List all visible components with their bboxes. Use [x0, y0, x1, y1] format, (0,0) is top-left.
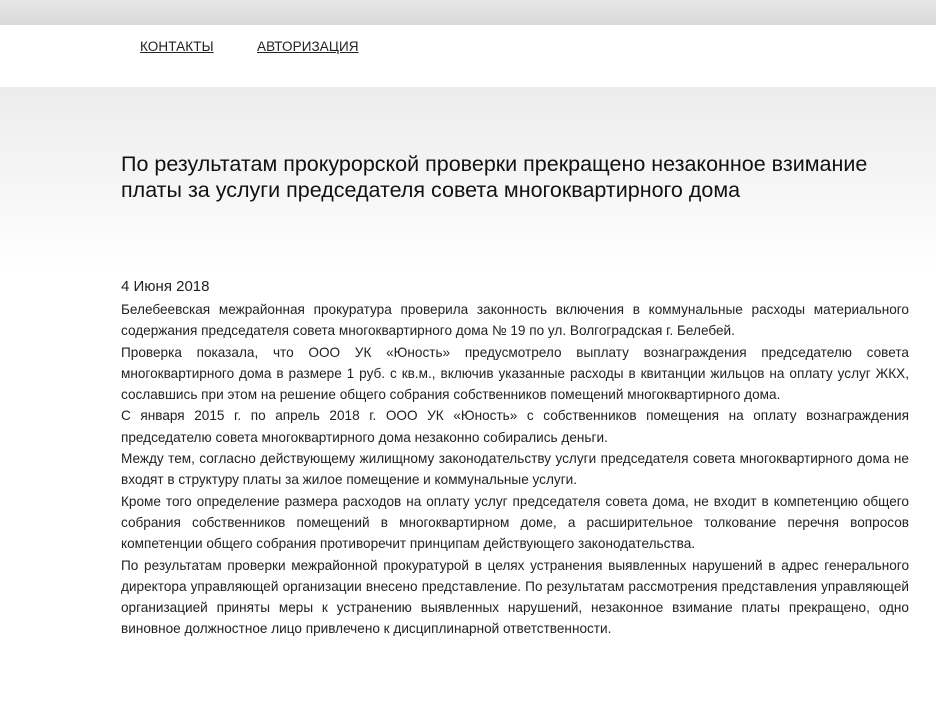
article-paragraph: Между тем, согласно действующему жилищному законодательству услуги председателя совета многоквартирного дома не входят в структуру платы за жилое помещение и коммунальные услуги. — [121, 451, 909, 488]
article-paragraph: Кроме того определение размера расходов на оплату услуг председателя совета дома, не входит в компетенцию общего собрания собственников помещений в многоквартирном доме, а расширительное толкование перечня вопросов компетенции общего собрания противоречит принципам действующего законодательства. — [121, 493, 909, 552]
article-title: По результатам прокурорской проверки прекращено незаконное взимание платы за услуги председателя совета многоквартирного дома — [121, 152, 868, 202]
article-body — [121, 299, 909, 640]
top-bar — [0, 0, 936, 25]
article-paragraph: С января 2015 г. по апрель 2018 г. ООО УК «Юность» с собственников помещения на оплату вознаграждения председателю совета многоквартирного дома незаконно собирались деньги. — [121, 408, 909, 445]
main-nav — [0, 25, 936, 87]
article-paragraph: По результатам проверки межрайонной прокуратурой в целях устранения выявленных нарушений в адрес генерального директора управляющей организации внесено представление. По результатам рассмотрения представления управляющей организацией приняты меры к устранению выявленных нарушений, незаконное взимание платы прекращено, одно виновное должностное лицо привлечено к дисциплинарной ответственности. — [121, 557, 909, 637]
nav-link-contacts[interactable]: КОНТАКТЫ — [140, 39, 214, 54]
article-paragraph: Проверка показала, что ООО УК «Юность» предусмотрело выплату вознаграждения председателю совета многоквартирного дома в размере 1 руб. с кв.м., включив указанные расходы в квитанции жильцов на оплату услуг ЖКХ, сославшись при этом на решение общего собрания собственников помещений многоквартирного дома. — [121, 344, 909, 403]
nav-link-authorization[interactable]: АВТОРИЗАЦИЯ — [257, 39, 359, 54]
article-date: 4 Июня 2018 — [121, 278, 210, 295]
article-paragraph: Белебеевская межрайонная прокуратура проверила законность включения в коммунальные расходы материального содержания председателя совета многоквартирного дома № 19 по ул. Волгоградская г. Белебей. — [121, 302, 909, 339]
